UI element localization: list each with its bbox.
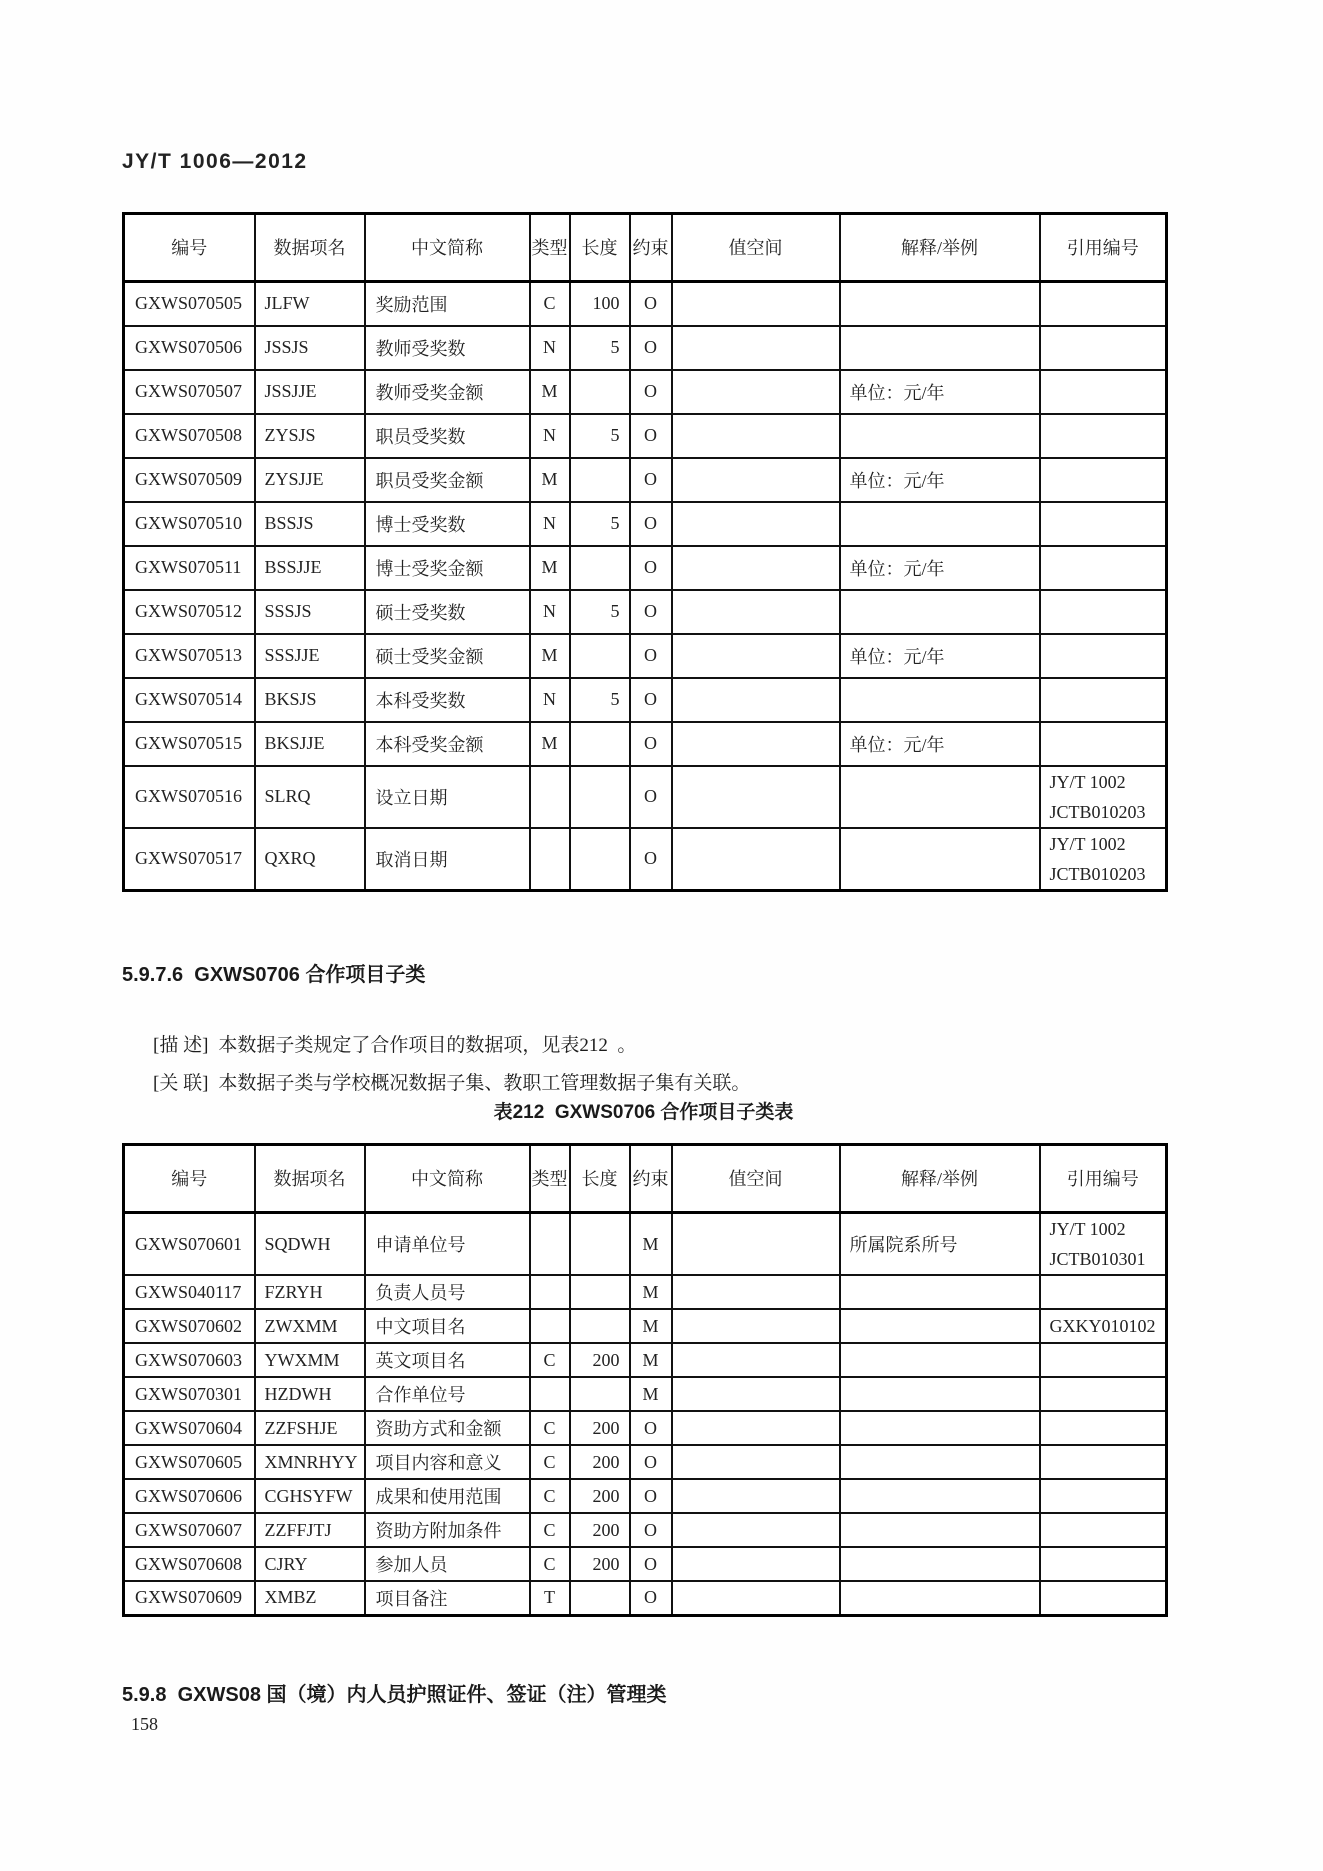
cell-value-space xyxy=(672,502,840,546)
cell-length xyxy=(570,766,630,828)
header-col-type: 类型 xyxy=(530,214,570,282)
cell-explanation xyxy=(840,678,1040,722)
table-row xyxy=(124,1547,1167,1581)
cell-constraint: O xyxy=(630,282,672,326)
cell-value-space xyxy=(672,546,840,590)
cell-number: GXWS070507 xyxy=(124,370,255,414)
cell-constraint: O xyxy=(630,458,672,502)
header-col-constraint: 约束 xyxy=(630,1145,672,1213)
cell-length: 5 xyxy=(570,590,630,634)
table-212-cooperation-project-subclass xyxy=(122,1143,1168,1617)
cell-explanation xyxy=(840,766,1040,828)
cell-number: GXWS070513 xyxy=(124,634,255,678)
cell-value-space xyxy=(672,766,840,828)
description-label: [描 述] xyxy=(153,1035,209,1056)
cell-constraint: O xyxy=(630,722,672,766)
cell-number: GXWS070601 xyxy=(124,1213,255,1276)
header-col-value-space: 值空间 xyxy=(672,1145,840,1213)
cell-value-space xyxy=(672,370,840,414)
cell-cn-short-name: 本科受奖数 xyxy=(365,678,530,722)
cell-data-item: XMNRHYY xyxy=(255,1445,365,1479)
cell-data-item: JLFW xyxy=(255,282,365,326)
cell-data-item: BSSJS xyxy=(255,502,365,546)
cell-cn-short-name: 硕士受奖数 xyxy=(365,590,530,634)
cell-cn-short-name: 教师受奖金额 xyxy=(365,370,530,414)
cell-data-item: XMBZ xyxy=(255,1581,365,1615)
cell-constraint: O xyxy=(630,590,672,634)
table-row xyxy=(124,370,1167,414)
cell-data-item: BKSJJE xyxy=(255,722,365,766)
cell-number: GXWS070506 xyxy=(124,326,255,370)
cell-constraint: M xyxy=(630,1343,672,1377)
header-col-data-item: 数据项名 xyxy=(255,1145,365,1213)
cell-constraint: O xyxy=(630,1513,672,1547)
cell-type xyxy=(530,766,570,828)
cell-value-space xyxy=(672,326,840,370)
header-col-constraint: 约束 xyxy=(630,214,672,282)
cell-value-space xyxy=(672,722,840,766)
cell-data-item: SLRQ xyxy=(255,766,365,828)
table-row xyxy=(124,1411,1167,1445)
cell-explanation: 单位：元/年 xyxy=(840,546,1040,590)
relation-text: 本数据子类与学校概况数据子集、教职工管理数据子集有关联。 xyxy=(218,1073,751,1094)
header-row xyxy=(124,214,1167,282)
cell-constraint: O xyxy=(630,1479,672,1513)
cell-number: GXWS070609 xyxy=(124,1581,255,1615)
cell-data-item: JSSJS xyxy=(255,326,365,370)
cell-number: GXWS070515 xyxy=(124,722,255,766)
cell-reference xyxy=(1040,1445,1167,1479)
cell-cn-short-name: 取消日期 xyxy=(365,828,530,891)
cell-length xyxy=(570,546,630,590)
cell-type: C xyxy=(530,1445,570,1479)
cell-line: JY/T 1002 xyxy=(1049,833,1126,854)
cell-cn-short-name: 设立日期 xyxy=(365,766,530,828)
header-col-cn-short-name: 中文简称 xyxy=(365,1145,530,1213)
cell-length: 5 xyxy=(570,414,630,458)
cell-type xyxy=(530,828,570,891)
cell-length xyxy=(570,1581,630,1615)
cell-data-item: SSSJS xyxy=(255,590,365,634)
cell-data-item: QXRQ xyxy=(255,828,365,891)
cell-constraint: O xyxy=(630,414,672,458)
cell-cn-short-name: 职员受奖数 xyxy=(365,414,530,458)
cell-constraint: M xyxy=(630,1213,672,1276)
cell-data-item: YWXMM xyxy=(255,1343,365,1377)
cell-length: 5 xyxy=(570,502,630,546)
cell-number: GXWS070511 xyxy=(124,546,255,590)
cell-reference xyxy=(1040,458,1167,502)
cell-type: N xyxy=(530,590,570,634)
cell-type: N xyxy=(530,502,570,546)
table-row xyxy=(124,1309,1167,1343)
cell-explanation xyxy=(840,1343,1040,1377)
cell-reference xyxy=(1040,326,1167,370)
cell-value-space xyxy=(672,828,840,891)
cell-number: GXWS070508 xyxy=(124,414,255,458)
cell-cn-short-name: 博士受奖金额 xyxy=(365,546,530,590)
cell-type: M xyxy=(530,546,570,590)
table-row xyxy=(124,1343,1167,1377)
cell-data-item: ZWXMM xyxy=(255,1309,365,1343)
cell-length: 5 xyxy=(570,326,630,370)
cell-explanation xyxy=(840,1547,1040,1581)
cell-explanation xyxy=(840,1275,1040,1309)
cell-constraint: O xyxy=(630,370,672,414)
cell-constraint: O xyxy=(630,546,672,590)
cell-reference xyxy=(1040,1343,1167,1377)
cell-value-space xyxy=(672,1513,840,1547)
cell-type: M xyxy=(530,370,570,414)
cell-explanation xyxy=(840,1309,1040,1343)
table-row xyxy=(124,326,1167,370)
doc-number: JY/T 1006—2012 xyxy=(122,150,308,173)
cell-value-space xyxy=(672,1377,840,1411)
cell-explanation xyxy=(840,282,1040,326)
cell-number: GXWS070512 xyxy=(124,590,255,634)
cell-cn-short-name: 职员受奖金额 xyxy=(365,458,530,502)
section-heading-5-9-7-6: 5.9.7.6 GXWS0706 合作项目子类 xyxy=(122,964,426,986)
cell-length xyxy=(570,722,630,766)
cell-cn-short-name: 成果和使用范围 xyxy=(365,1479,530,1513)
cell-cn-short-name: 奖励范围 xyxy=(365,282,530,326)
cell-reference: GXKY010102 xyxy=(1040,1309,1167,1343)
table-body xyxy=(124,282,1167,891)
cell-explanation: 单位：元/年 xyxy=(840,722,1040,766)
cell-number: GXWS070517 xyxy=(124,828,255,891)
header-col-type: 类型 xyxy=(530,1145,570,1213)
cell-value-space xyxy=(672,1343,840,1377)
cell-length xyxy=(570,1275,630,1309)
cell-line: JY/T 1002 xyxy=(1049,771,1126,792)
cell-length: 200 xyxy=(570,1411,630,1445)
table-212-caption: 表212 GXWS0706 合作项目子类表 xyxy=(493,1102,794,1123)
cell-type: N xyxy=(530,414,570,458)
cell-type: M xyxy=(530,458,570,502)
cell-data-item: ZZFSHJE xyxy=(255,1411,365,1445)
cell-length: 200 xyxy=(570,1479,630,1513)
cell-length xyxy=(570,634,630,678)
relation-label: [关 联] xyxy=(153,1073,209,1094)
cell-cn-short-name: 中文项目名 xyxy=(365,1309,530,1343)
cell-data-item: BKSJS xyxy=(255,678,365,722)
cell-cn-short-name: 硕士受奖金额 xyxy=(365,634,530,678)
cell-explanation xyxy=(840,414,1040,458)
cell-reference xyxy=(1040,1547,1167,1581)
table-row xyxy=(124,722,1167,766)
table-row xyxy=(124,1377,1167,1411)
table-body xyxy=(124,1213,1167,1616)
cell-reference xyxy=(1040,1275,1167,1309)
cell-explanation xyxy=(840,326,1040,370)
cell-explanation: 单位：元/年 xyxy=(840,634,1040,678)
table-row xyxy=(124,1581,1167,1615)
cell-number: GXWS070509 xyxy=(124,458,255,502)
cell-reference xyxy=(1040,1513,1167,1547)
cell-explanation xyxy=(840,1377,1040,1411)
cell-length: 200 xyxy=(570,1445,630,1479)
cell-constraint: O xyxy=(630,766,672,828)
cell-reference xyxy=(1040,502,1167,546)
cell-cn-short-name: 负责人员号 xyxy=(365,1275,530,1309)
cell-type xyxy=(530,1213,570,1276)
cell-constraint: O xyxy=(630,502,672,546)
table-row xyxy=(124,502,1167,546)
table-row xyxy=(124,1479,1167,1513)
cell-explanation: 所属院系所号 xyxy=(840,1213,1040,1276)
cell-type xyxy=(530,1309,570,1343)
cell-reference xyxy=(1040,1411,1167,1445)
cell-value-space xyxy=(672,414,840,458)
cell-cn-short-name: 博士受奖数 xyxy=(365,502,530,546)
cell-cn-short-name: 英文项目名 xyxy=(365,1343,530,1377)
cell-length: 200 xyxy=(570,1547,630,1581)
cell-value-space xyxy=(672,1479,840,1513)
header-col-length: 长度 xyxy=(570,214,630,282)
table-row xyxy=(124,1445,1167,1479)
cell-data-item: HZDWH xyxy=(255,1377,365,1411)
cell-constraint: O xyxy=(630,1581,672,1615)
cell-explanation xyxy=(840,1479,1040,1513)
cell-value-space xyxy=(672,1309,840,1343)
cell-constraint: M xyxy=(630,1309,672,1343)
cell-value-space xyxy=(672,1213,840,1276)
cell-reference xyxy=(1040,546,1167,590)
cell-reference xyxy=(1040,634,1167,678)
header-col-number: 编号 xyxy=(124,214,255,282)
cell-number: GXWS070603 xyxy=(124,1343,255,1377)
cell-reference xyxy=(1040,590,1167,634)
cell-cn-short-name: 合作单位号 xyxy=(365,1377,530,1411)
cell-type: M xyxy=(530,634,570,678)
cell-constraint: O xyxy=(630,1445,672,1479)
cell-data-item: ZZFFJTJ xyxy=(255,1513,365,1547)
cell-constraint: O xyxy=(630,326,672,370)
cell-type: C xyxy=(530,1513,570,1547)
cell-reference xyxy=(1040,678,1167,722)
table-row xyxy=(124,458,1167,502)
cell-explanation: 单位：元/年 xyxy=(840,458,1040,502)
table-row xyxy=(124,766,1167,828)
table-row xyxy=(124,546,1167,590)
cell-number: GXWS070605 xyxy=(124,1445,255,1479)
header-col-explanation: 解释/举例 xyxy=(840,1145,1040,1213)
description-text: 本数据子类规定了合作项目的数据项，见表212 。 xyxy=(218,1035,637,1056)
cell-cn-short-name: 资助方附加条件 xyxy=(365,1513,530,1547)
cell-data-item: ZYSJS xyxy=(255,414,365,458)
cell-cn-short-name: 教师受奖数 xyxy=(365,326,530,370)
cell-value-space xyxy=(672,282,840,326)
table-row xyxy=(124,828,1167,891)
cell-value-space xyxy=(672,1411,840,1445)
cell-reference xyxy=(1040,722,1167,766)
cell-data-item: SSSJJE xyxy=(255,634,365,678)
cell-reference xyxy=(1040,282,1167,326)
cell-number: GXWS070514 xyxy=(124,678,255,722)
header-col-value-space: 值空间 xyxy=(672,214,840,282)
cell-value-space xyxy=(672,634,840,678)
cell-number: GXWS070607 xyxy=(124,1513,255,1547)
cell-explanation xyxy=(840,1581,1040,1615)
table-row xyxy=(124,282,1167,326)
cell-value-space xyxy=(672,458,840,502)
cell-cn-short-name: 参加人员 xyxy=(365,1547,530,1581)
table-row xyxy=(124,634,1167,678)
cell-number: GXWS070301 xyxy=(124,1377,255,1411)
cell-number: GXWS070608 xyxy=(124,1547,255,1581)
cell-reference xyxy=(1040,766,1167,828)
cell-explanation: 单位：元/年 xyxy=(840,370,1040,414)
header-col-explanation: 解释/举例 xyxy=(840,214,1040,282)
table-row xyxy=(124,678,1167,722)
cell-cn-short-name: 申请单位号 xyxy=(365,1213,530,1276)
cell-number: GXWS040117 xyxy=(124,1275,255,1309)
header-col-number: 编号 xyxy=(124,1145,255,1213)
cell-constraint: O xyxy=(630,828,672,891)
cell-length: 200 xyxy=(570,1513,630,1547)
cell-number: GXWS070602 xyxy=(124,1309,255,1343)
section-heading-5-9-8: 5.9.8 GXWS08 国（境）内人员护照证件、签证（注）管理类 xyxy=(122,1684,667,1706)
cell-explanation xyxy=(840,1513,1040,1547)
cell-line: JY/T 1002 xyxy=(1049,1219,1126,1239)
cell-explanation xyxy=(840,828,1040,891)
cell-length: 200 xyxy=(570,1343,630,1377)
header-row xyxy=(124,1145,1167,1213)
cell-length xyxy=(570,1377,630,1411)
cell-reference xyxy=(1040,828,1167,891)
cell-value-space xyxy=(672,1547,840,1581)
cell-constraint: O xyxy=(630,1547,672,1581)
cell-cn-short-name: 本科受奖金额 xyxy=(365,722,530,766)
cell-number: GXWS070510 xyxy=(124,502,255,546)
cell-data-item: CJRY xyxy=(255,1547,365,1581)
cell-type: C xyxy=(530,1479,570,1513)
page-number: 158 xyxy=(131,1714,158,1734)
cell-type: C xyxy=(530,1343,570,1377)
cell-length xyxy=(570,370,630,414)
cell-line: JCTB010203 xyxy=(1049,801,1146,822)
cell-explanation xyxy=(840,1445,1040,1479)
cell-type: T xyxy=(530,1581,570,1615)
table-row xyxy=(124,1275,1167,1309)
cell-reference xyxy=(1040,1377,1167,1411)
cell-value-space xyxy=(672,590,840,634)
cell-explanation xyxy=(840,1411,1040,1445)
cell-number: GXWS070606 xyxy=(124,1479,255,1513)
cell-value-space xyxy=(672,1581,840,1615)
cell-reference xyxy=(1040,414,1167,458)
cell-constraint: M xyxy=(630,1377,672,1411)
cell-reference xyxy=(1040,1213,1167,1276)
cell-number: GXWS070604 xyxy=(124,1411,255,1445)
table-row xyxy=(124,1513,1167,1547)
header-col-length: 长度 xyxy=(570,1145,630,1213)
cell-type: C xyxy=(530,282,570,326)
table-row xyxy=(124,590,1167,634)
cell-length: 5 xyxy=(570,678,630,722)
table-header xyxy=(124,214,1167,282)
cell-cn-short-name: 项目内容和意义 xyxy=(365,1445,530,1479)
cell-reference xyxy=(1040,370,1167,414)
cell-data-item: SQDWH xyxy=(255,1213,365,1276)
cell-length xyxy=(570,828,630,891)
cell-value-space xyxy=(672,678,840,722)
cell-type: N xyxy=(530,326,570,370)
cell-line: JCTB010203 xyxy=(1049,863,1146,884)
cell-data-item: ZYSJJE xyxy=(255,458,365,502)
cell-value-space xyxy=(672,1445,840,1479)
cell-value-space xyxy=(672,1275,840,1309)
cell-reference xyxy=(1040,1479,1167,1513)
cell-data-item: CGHSYFW xyxy=(255,1479,365,1513)
cell-cn-short-name: 资助方式和金额 xyxy=(365,1411,530,1445)
table-row xyxy=(124,1213,1167,1276)
cell-explanation xyxy=(840,590,1040,634)
cell-line: JCTB010301 xyxy=(1049,1249,1146,1269)
cell-type: C xyxy=(530,1547,570,1581)
cell-length xyxy=(570,458,630,502)
cell-constraint: O xyxy=(630,678,672,722)
cell-type xyxy=(530,1377,570,1411)
cell-length xyxy=(570,1213,630,1276)
header-col-cn-short-name: 中文简称 xyxy=(365,214,530,282)
table-header xyxy=(124,1145,1167,1213)
cell-data-item: BSSJJE xyxy=(255,546,365,590)
data-items-table-continued xyxy=(122,212,1168,892)
cell-explanation xyxy=(840,502,1040,546)
cell-type: C xyxy=(530,1411,570,1445)
cell-data-item: FZRYH xyxy=(255,1275,365,1309)
cell-length: 100 xyxy=(570,282,630,326)
header-col-data-item: 数据项名 xyxy=(255,214,365,282)
cell-number: GXWS070516 xyxy=(124,766,255,828)
cell-constraint: O xyxy=(630,634,672,678)
cell-constraint: M xyxy=(630,1275,672,1309)
cell-data-item: JSSJJE xyxy=(255,370,365,414)
cell-type: M xyxy=(530,722,570,766)
cell-number: GXWS070505 xyxy=(124,282,255,326)
cell-reference xyxy=(1040,1581,1167,1615)
cell-constraint: O xyxy=(630,1411,672,1445)
header-col-reference: 引用编号 xyxy=(1040,1145,1167,1213)
cell-length xyxy=(570,1309,630,1343)
table-row xyxy=(124,414,1167,458)
cell-type xyxy=(530,1275,570,1309)
cell-type: N xyxy=(530,678,570,722)
header-col-reference: 引用编号 xyxy=(1040,214,1167,282)
cell-cn-short-name: 项目备注 xyxy=(365,1581,530,1615)
